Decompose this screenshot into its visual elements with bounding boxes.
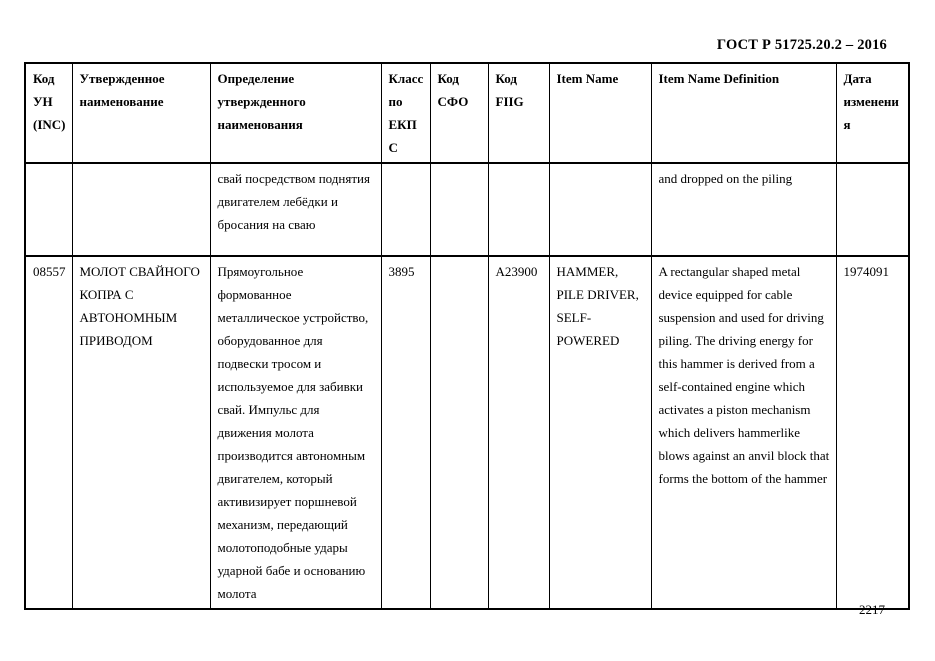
col-header-item-name-definition: Item Name Definition <box>651 63 836 163</box>
cell-change-date: 1974091 <box>836 256 909 609</box>
header-row <box>25 63 909 163</box>
cell-fiig-code: A23900 <box>488 256 549 609</box>
cell-fiig-code <box>488 163 549 256</box>
item-catalog-table <box>24 62 910 610</box>
page-number: 2217 <box>859 602 885 617</box>
cell-item-name-definition: A rectangular shaped metal device equipped for cable suspension and used for driving piling. The driving energy for this hammer is derived from a self-contained engine which activates a piston mechanism which delivers hammerlike blows against an anvil block that forms the bottom of the hammer <box>651 256 836 609</box>
cell-inc-code <box>25 163 72 256</box>
cell-item-name: HAMMER, PILE DRIVER, SELF-POWERED <box>549 256 651 609</box>
table-row <box>25 256 909 609</box>
standard-title: ГОСТ Р 51725.20.2 – 2016 <box>716 37 887 53</box>
cell-item-name <box>549 163 651 256</box>
cell-approved-name-definition: свай посредством поднятия двигателем лебёдки и бросания на сваю <box>210 163 381 256</box>
cell-sfo-code <box>430 256 488 609</box>
cell-inc-code: 08557 <box>25 256 72 609</box>
cell-approved-name: МОЛОТ СВАЙНОГО КОПРА С АВТОНОМНЫМ ПРИВОДОМ <box>72 256 210 609</box>
col-header-item-name: Item Name <box>549 63 651 163</box>
table-row <box>25 163 909 256</box>
cell-ekps-class: 3895 <box>381 256 430 609</box>
col-header-fiig-code: Код FIIG <box>488 63 549 163</box>
cell-sfo-code <box>430 163 488 256</box>
col-header-change-date: Дата изменения <box>836 63 909 163</box>
col-header-ekps-class: Класс по ЕКПС <box>381 63 430 163</box>
col-header-sfo-code: Код СФО <box>430 63 488 163</box>
table-header <box>25 63 909 163</box>
cell-approved-name-definition: Прямоугольное формованное металлическое устройство, оборудованное для подвески тросом и используемое для забивки свай. Импульс для движения молота производится автономным двигателем, который активизирует поршневой механизм, передающий молотоподобные удары ударной бабе и основанию молота <box>210 256 381 609</box>
cell-approved-name <box>72 163 210 256</box>
col-header-approved-name-definition: Определение утвержденного наименования <box>210 63 381 163</box>
cell-change-date <box>836 163 909 256</box>
cell-ekps-class <box>381 163 430 256</box>
table-body <box>25 163 909 609</box>
col-header-inc-code: Код УН (INC) <box>25 63 72 163</box>
cell-item-name-definition: and dropped on the piling <box>651 163 836 256</box>
col-header-approved-name: Утвержденное наименование <box>72 63 210 163</box>
